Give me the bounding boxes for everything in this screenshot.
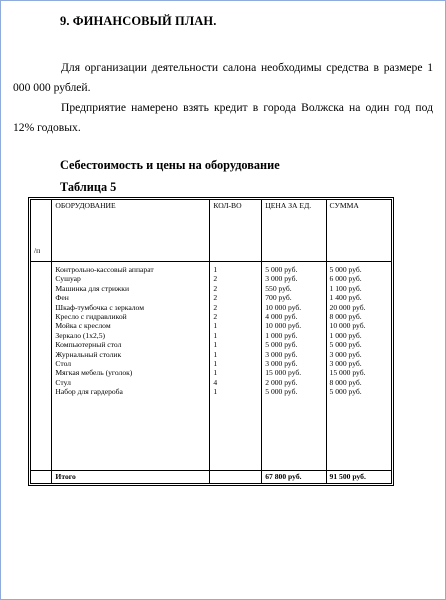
equipment-name: Мойка с креслом: [55, 321, 111, 331]
equipment-name: Контрольно-кассовый аппарат: [55, 265, 154, 274]
header-equipment: ОБОРУДОВАНИЕ: [52, 200, 210, 262]
table-caption: Таблица 5: [60, 180, 117, 194]
sum-value: 5 000 руб.: [329, 340, 362, 350]
unit-price-value: 10 000 руб.: [265, 302, 302, 312]
header-quantity: КОЛ-ВО: [210, 200, 262, 262]
sum-cell: [326, 262, 391, 471]
unit-price-value: 700 руб.: [265, 293, 292, 303]
table-total-row: [31, 471, 392, 484]
quantity-value: 1: [213, 330, 218, 340]
equipment-name: Машинка для стрижки: [55, 283, 130, 293]
quantity-value: 1: [213, 368, 218, 378]
unit-price-value: 1 000 руб.: [265, 330, 298, 340]
sum-value: 20 000 руб.: [329, 302, 366, 312]
paragraph-funding: [13, 58, 433, 98]
unit-price-value: 15 000 руб.: [265, 368, 302, 378]
sum-value: 3 000 руб.: [329, 349, 362, 359]
equipment-name: Стол: [55, 359, 72, 369]
equipment-name: Зеркало (1х2,5): [55, 330, 106, 340]
quantity-value: 2: [213, 274, 218, 284]
equipment-name: Стул: [55, 377, 71, 387]
header-sum: СУММА: [326, 200, 391, 262]
quantity-value: 2: [213, 312, 218, 322]
sum-value: 3 000 руб.: [329, 359, 362, 369]
equipment-name: Сушуар: [55, 274, 81, 284]
sum-value: 5 000 руб.: [329, 265, 362, 274]
table-body-row: [31, 262, 392, 471]
equipment-name: Компьютерный стол: [55, 340, 122, 350]
unit-price-value: 4 000 руб.: [265, 312, 298, 322]
equipment-name: Журнальный столик: [55, 349, 122, 359]
equipment-name: Фен: [55, 293, 69, 303]
unit-price-value: 550 руб.: [265, 283, 292, 293]
equipment-name: Шкаф-тумбочка с зеркалом: [55, 302, 145, 312]
sum-value: 8 000 руб.: [329, 312, 362, 322]
quantity-value: 1: [213, 349, 218, 359]
sum-value: 8 000 руб.: [329, 377, 362, 387]
quantity-value: 1: [213, 265, 218, 274]
total-sum: 91 500 руб.: [326, 471, 391, 484]
unit-price-value: 5 000 руб.: [265, 265, 298, 274]
unit-price-value: 5 000 руб.: [265, 387, 298, 397]
sum-value: 6 000 руб.: [329, 274, 362, 284]
equipment-name: Мягкая мебель (уголок): [55, 368, 133, 378]
equipment-cell: [52, 262, 210, 471]
total-unit-price: 67 800 руб.: [262, 471, 326, 484]
quantity-value: 1: [213, 321, 218, 331]
total-number-cell: [31, 471, 52, 484]
paragraph-credit: [13, 98, 433, 138]
header-number: /п: [31, 200, 52, 262]
quantity-value: 2: [213, 283, 218, 293]
sum-value: 1 400 руб.: [329, 293, 362, 303]
quantity-value: 1: [213, 340, 218, 350]
header-unit-price: ЦЕНА ЗА ЕД.: [262, 200, 326, 262]
total-quantity-cell: [210, 471, 262, 484]
section-title: Себестоимость и цены на оборудование: [60, 158, 280, 172]
quantity-value: 4: [213, 377, 218, 387]
quantity-value: 1: [213, 359, 218, 369]
total-label: Итого: [52, 471, 210, 484]
sum-value: 1 100 руб.: [329, 283, 362, 293]
unit-price-value: 5 000 руб.: [265, 340, 298, 350]
unit-price-value: 3 000 руб.: [265, 349, 298, 359]
section-heading: 9. ФИНАНСОВЫЙ ПЛАН.: [60, 14, 217, 28]
unit-price-value: 3 000 руб.: [265, 359, 298, 369]
unit-price-value: 10 000 руб.: [265, 321, 302, 331]
equipment-table: [30, 199, 392, 484]
paragraph-credit-text: Предприятие намерено взять кредит в города Волжска на один год под 12% годовых.: [13, 101, 433, 134]
unit-price-cell: [262, 262, 326, 471]
quantity-value: 1: [213, 387, 218, 397]
sum-value: 5 000 руб.: [329, 387, 362, 397]
quantity-value: 2: [213, 302, 218, 312]
quantity-cell: [210, 262, 262, 471]
number-cell: [31, 262, 52, 471]
unit-price-value: 2 000 руб.: [265, 377, 298, 387]
paragraph-funding-text: Для организации деятельности салона необходимы средства в размере 1 000 000 рублей.: [13, 61, 433, 94]
equipment-name: Кресло с гидравликой: [55, 312, 127, 322]
unit-price-value: 3 000 руб.: [265, 274, 298, 284]
sum-value: 10 000 руб.: [329, 321, 366, 331]
table-header-row: [31, 200, 392, 262]
equipment-name: Набор для гардероба: [55, 387, 123, 397]
quantity-value: 2: [213, 293, 218, 303]
sum-value: 15 000 руб.: [329, 368, 366, 378]
sum-value: 1 000 руб.: [329, 330, 362, 340]
